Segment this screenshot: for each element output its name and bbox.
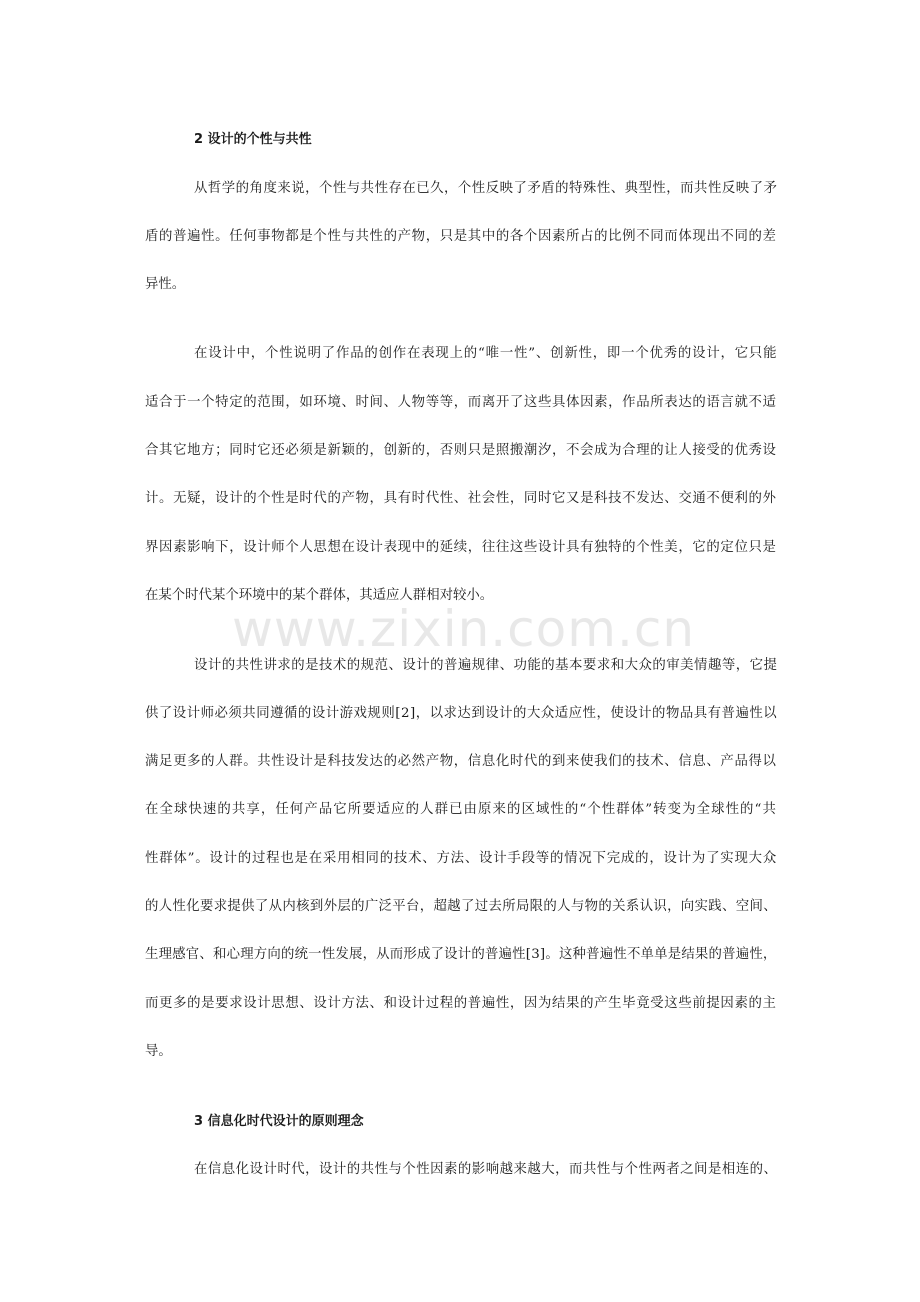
text-line: 在设计中，个性说明了作品的创作在表现上的“唯一性”、创新性，即一个优秀的设计，它只能	[194, 346, 778, 361]
text-line: 合其它地方；同时它还必须是新颖的，创新的，否则只是照搬潮汐，不会成为合理的让人接受的优秀设	[145, 443, 777, 458]
text-line: 计。无疑，设计的个性是时代的产物，具有时代性、社会性，同时它又是科技不发达、交通不便利的外	[145, 491, 777, 506]
text-line: 盾的普遍性。任何事物都是个性与共性的产物，只是其中的各个因素所占的比例不同而体现出不同的差	[145, 229, 777, 244]
text-line: 从哲学的角度来说，个性与共性存在已久，个性反映了矛盾的特殊性、典型性，而共性反映了矛	[194, 181, 778, 196]
watermark: www.zixin.com.cn	[232, 600, 696, 658]
text-line: 界因素影响下，设计师个人思想在设计表现中的延续，往往这些设计具有独特的个性美，它的定位只是	[145, 540, 777, 555]
text-line: 满足更多的人群。共性设计是科技发达的必然产物，信息化时代的到来使我们的技术、信息、产品得以	[145, 754, 777, 769]
text-line: 异性。	[145, 277, 186, 292]
text-line: 在某个时代某个环境中的某个群体，其适应人群相对较小。	[145, 588, 494, 603]
text-line: 性群体”。设计的过程也是在采用相同的技术、方法、设计手段等的情况下完成的，设计为了实现大众	[145, 851, 778, 866]
text-line: 的人性化要求提供了从内核到外层的广泛平台，超越了过去所局限的人与物的关系认识，向实践、空间、	[145, 899, 777, 914]
text-line: 适合于一个特定的范围，如环境、时间、人物等等，而离开了这些具体因素，作品所表达的语言就不适	[145, 395, 777, 410]
text-line: 在信息化设计时代，设计的共性与个性因素的影响越来越大，而共性与个性两者之间是相连的、	[194, 1162, 778, 1177]
text-line: 在全球快速的共享，任何产品它所要适应的人群已由原来的区域性的“个性群体”转变为全球性的“共	[145, 802, 777, 817]
text-line: 导。	[145, 1044, 172, 1059]
section-2-heading: 2 设计的个性与共性	[194, 132, 312, 147]
text-line: 生理感官、和心理方向的统一性发展，从而形成了设计的普遍性[3]。这种普遍性不单单是结果的普遍性，	[145, 947, 777, 962]
text-line: 而更多的是要求设计思想、设计方法、和设计过程的普遍性，因为结果的产生毕竟受这些前提因素的主	[145, 996, 777, 1011]
section-3-heading: 3 信息化时代设计的原则理念	[194, 1114, 364, 1129]
text-line: 设计的共性讲求的是技术的规范、设计的普遍规律、功能的基本要求和大众的审美情趣等，它提	[194, 658, 778, 673]
text-line: 供了设计师必须共同遵循的设计游戏规则[2]，以求达到设计的大众适应性，使设计的物品具有普遍性以	[145, 706, 778, 721]
